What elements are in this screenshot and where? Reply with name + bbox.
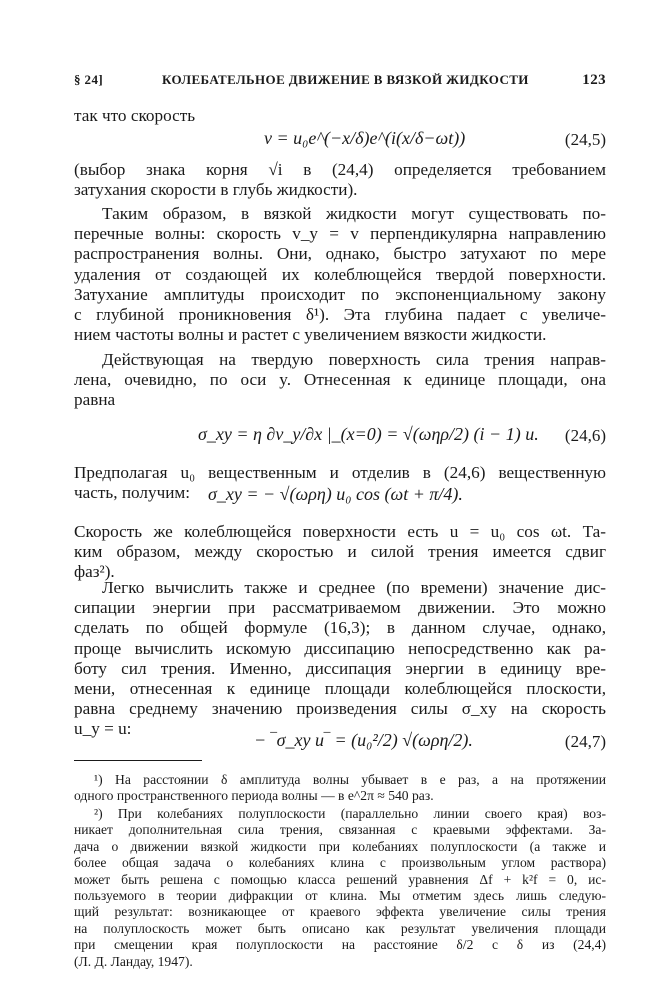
footnote-rule [74,760,202,761]
footnote-line: более общая задача о колебаниях клина с произвольным углом раствора) [74,855,606,871]
intro-line: так что скорость [74,106,196,125]
paragraph-1 [74,160,606,200]
text-line: мени, отнесенная к единице площади колеблющейся плоскости, [74,679,606,699]
text-line: Предполагая u₀ вещественным и отделив в (24,6) вещественную [74,463,606,482]
text-line: фаз²). [74,562,115,582]
footnote-line: щий результат: возникающее от краевого эффекта увеличение силы трения [74,904,606,920]
intro-text [74,106,606,126]
footnote-line: ¹) На расстоянии δ амплитуда волны убывает в e раз, а на протяжении [94,772,606,787]
running-header [74,72,606,94]
footnote-line: ²) При колебаниях полуплоскости (параллельно линии своего края) воз- [94,806,606,821]
text-line: перечные волны: скорость v_y = v перпендикулярна направлению [74,224,606,244]
text-line: Скорость же колеблющейся поверхности есть u = u₀ cos ωt. Та- [74,522,606,541]
text-line: проще вычислить искомую диссипацию непосредственно как ра- [74,638,606,658]
text-line: Затухание амплитуды происходит по экспоненциальному закону [74,284,606,304]
text-line: распространения волны. Они, однако, быстро затухают по мере [74,244,606,264]
equation-24-6 [74,416,606,450]
paragraph-3 [74,350,606,411]
text-line: часть, получим: [74,483,191,503]
paragraph-5 [74,522,606,583]
page-number: 123 [582,72,606,88]
equation-24-7 [74,724,606,754]
text-line: Таким образом, в вязкой жидкости могут существовать по- [102,204,606,223]
text-line: равна среднему значению произведения силы σ_xy на скорость [74,699,606,719]
text-line: лена, очевидно, по оси y. Отнесенная к единице площади, она [74,370,606,390]
paragraph-6 [74,578,606,740]
equation-tag: (24,6) [564,426,606,445]
footnote-line: при смещении края полуплоскости на расстояние δ/2 с δ из (24,4) [74,937,606,953]
text-line: удаления от создающей их колеблющейся твердой поверхности. [74,264,606,284]
footnote-line: может быть решена с помощью класса решений уравнения Δf + k²f = 0, ис- [74,871,606,887]
text-line: с глубиной проникновения δ¹). Эта глубина падает с увеличе- [74,305,606,325]
footnote-line: одного пространственного периода волны — в e^2π ≈ 540 раз. [74,788,434,804]
footnote-line: (Л. Д. Ландау, 1947). [74,953,193,969]
text-line: ким образом, между скоростью и силой трения имеется сдвиг [74,542,606,562]
equation-formula: σ_xy = η ∂v_y/∂x |_(x=0) = √(ωηρ/2) (i − 1) u. [198,424,539,444]
footnote-line: дача о движении вязкой жидкости при колебаниях полуплоскости (а также и [74,838,606,854]
equation-tag: (24,7) [564,732,606,751]
equation-formula: σ_xy = − √(ωρη) u₀ cos (ωt + π/4). [208,484,463,504]
chapter-title: КОЛЕБАТЕЛЬНОЕ ДВИЖЕНИЕ В ВЯЗКОЙ ЖИДКОСТИ [162,72,529,87]
text-line: затухания скорости в глубь жидкости). [74,180,358,200]
text-line: сипации энергии при рассматриваемом движении. Это можно [74,598,606,618]
text-line: u_y = u: [74,719,132,739]
equation-unnumbered [74,476,606,506]
footnote-1 [74,772,606,805]
footnote-line: на полуплоскость может быть описано как результат увеличения площади [74,920,606,936]
text-line: сделать по общей формуле (16,3); в данном случае, однако, [74,618,606,638]
text-line: нием частоты волны и растет с увеличением вязкости жидкости. [74,325,547,345]
equation-tag: (24,5) [564,130,606,149]
equation-formula: v = u₀e^(−x/δ)e^(i(x/δ−ωt)) [264,128,466,148]
equation-24-5 [74,128,606,152]
section-marker: § 24] [74,72,104,87]
footnote-2 [74,806,606,970]
text-line: Легко вычислить также и среднее (по времени) значение дис- [102,578,606,597]
text-line: Действующая на твердую поверхность сила трения направ- [102,350,606,369]
paragraph-2 [74,204,606,345]
text-line: равна [74,390,116,410]
footnote-line: пользуемого в теории дифракции от клина. Мы отметим здесь лишь следую- [74,888,606,904]
footnote-line: никает дополнительная сила трения, связанная с краевыми эффектами. За- [74,822,606,838]
equation-formula: − ‾σ_xy u‾ = (u₀²/2) √(ωρη/2). [254,730,473,750]
text-line: (выбор знака корня √i в (24,4) определяется требованием [74,160,606,179]
text-line: боту сил трения. Именно, диссипация энергии в единицу вре- [74,658,606,678]
